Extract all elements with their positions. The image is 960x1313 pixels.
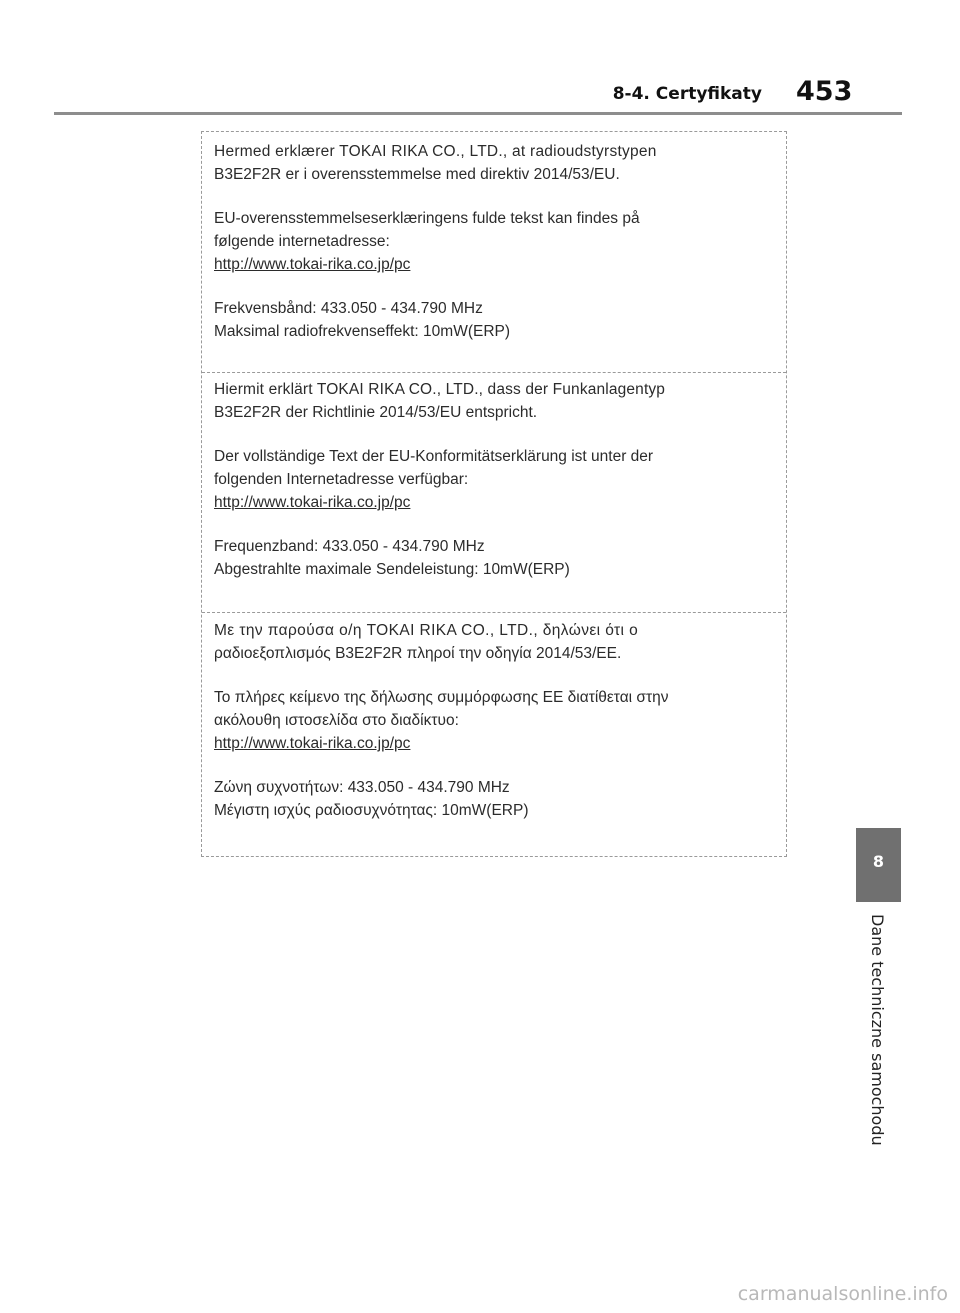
declaration-url-link[interactable]: http://www.tokai-rika.co.jp/pc xyxy=(214,494,411,511)
document-line: følgende internetadresse: xyxy=(214,233,390,250)
document-line: folgenden Internetadresse verfügbar: xyxy=(214,471,469,488)
declaration-line: ραδιοεξοπλισμός B3E2F2R πληροί την οδηγία 2014/53/ΕΕ. xyxy=(214,645,622,662)
header-rule xyxy=(54,112,902,115)
max-power-line: Μέγιστη ισχύς ραδιοσυχνότητας: 10mW(ERP) xyxy=(214,802,529,819)
declaration-line: Hiermit erklärt TOKAI RIKA CO., LTD., dass der Funkanlagentyp xyxy=(214,381,666,398)
document-line: EU-overensstemmelseserklæringens fulde tekst kan findes på xyxy=(214,210,640,227)
certificate-box xyxy=(201,131,787,857)
document-line: Το πλήρες κείμενο της δήλωσης συμμόρφωσης ΕΕ διατίθεται στην xyxy=(214,689,669,706)
declaration-url-link[interactable]: http://www.tokai-rika.co.jp/pc xyxy=(214,735,411,752)
frequency-band-line: Ζώνη συχνοτήτων: 433.050 - 434.790 MHz xyxy=(214,779,510,796)
chapter-tab-number: 8 xyxy=(872,852,885,871)
header-title: 8-4. Certyfikaty xyxy=(612,84,762,104)
declaration-line: B3E2F2R er i overensstemmelse med direktiv 2014/53/EU. xyxy=(214,166,620,183)
page-number: 453 xyxy=(796,76,853,107)
chapter-tab[interactable] xyxy=(856,828,901,902)
frequency-band-line: Frequenzband: 433.050 - 434.790 MHz xyxy=(214,538,485,555)
chapter-side-label: Dane techniczne samochodu xyxy=(868,914,887,1146)
max-power-line: Abgestrahlte maximale Sendeleistung: 10mW(ERP) xyxy=(214,561,570,578)
section-danish xyxy=(202,132,786,372)
declaration-line: Με την παρούσα ο/η TOKAI RIKA CO., LTD., δηλώνει ότι ο xyxy=(214,622,639,639)
section-german xyxy=(202,372,786,612)
document-line: Der vollständige Text der EU-Konformitätserklärung ist unter der xyxy=(214,448,654,465)
max-power-line: Maksimal radiofrekvenseffekt: 10mW(ERP) xyxy=(214,323,511,340)
declaration-url-link[interactable]: http://www.tokai-rika.co.jp/pc xyxy=(214,256,411,273)
declaration-line: B3E2F2R der Richtlinie 2014/53/EU entspricht. xyxy=(214,404,538,421)
frequency-band-line: Frekvensbånd: 433.050 - 434.790 MHz xyxy=(214,300,483,317)
declaration-line: Hermed erklærer TOKAI RIKA CO., LTD., at radioudstyrstypen xyxy=(214,143,657,160)
document-line: ακόλουθη ιστοσελίδα στο διαδίκτυο: xyxy=(214,712,459,729)
section-greek xyxy=(202,612,786,858)
watermark-text: carmanualsonline.info xyxy=(737,1283,948,1305)
